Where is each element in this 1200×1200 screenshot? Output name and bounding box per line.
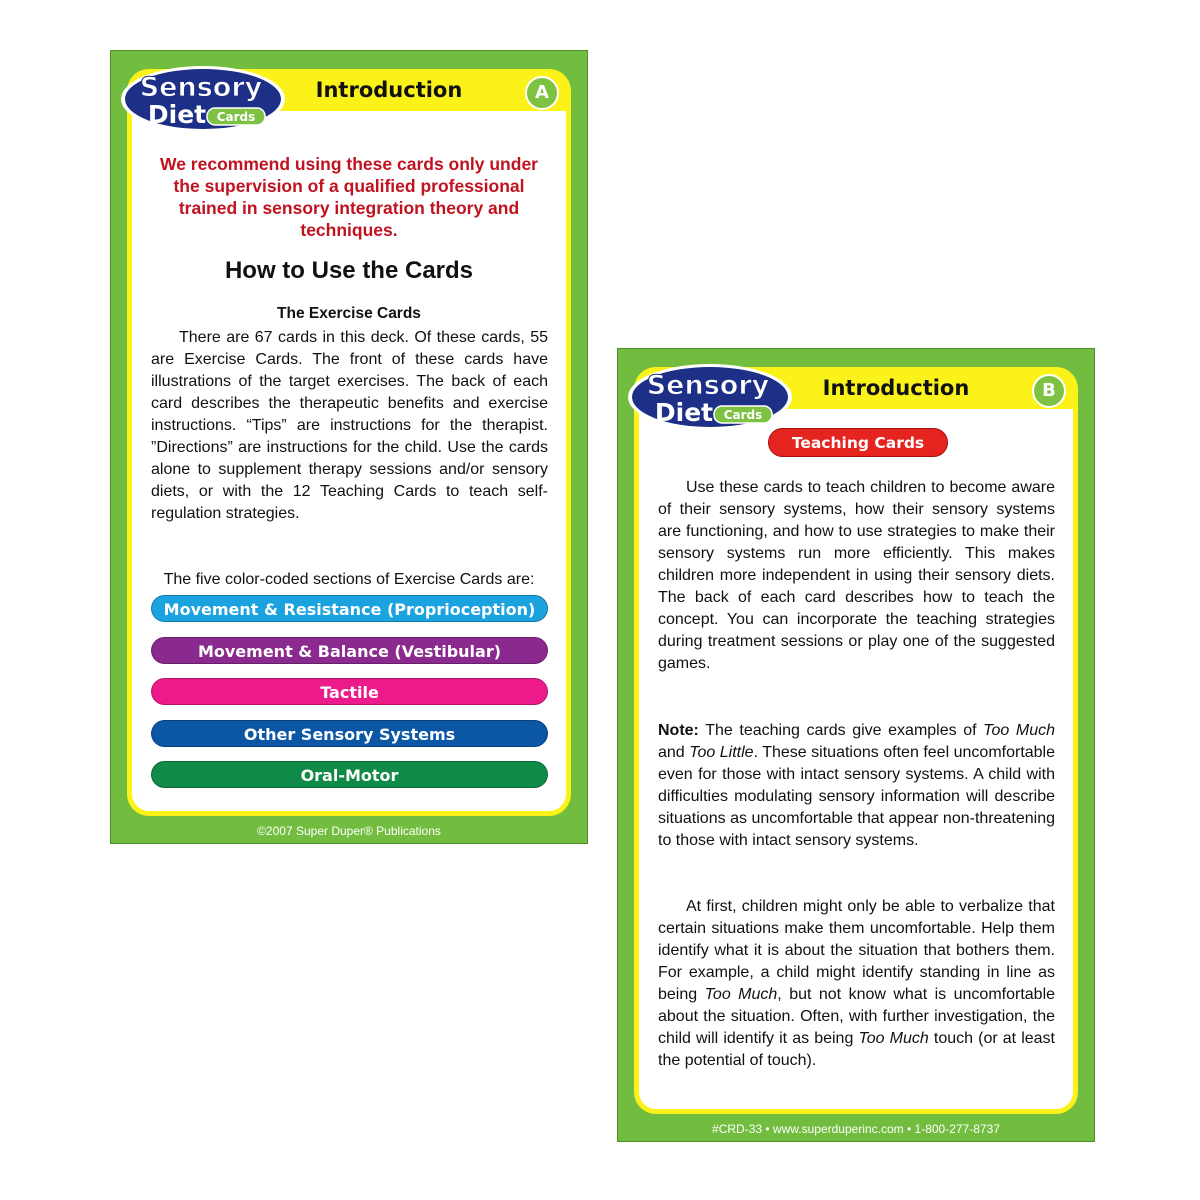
contact-footer: #CRD-33 • www.superduperinc.com • 1-800-277-8737 <box>712 1122 1000 1136</box>
svg-text:Diet: Diet <box>654 398 714 427</box>
card-b <box>617 348 1095 1142</box>
note-text: and <box>658 744 690 761</box>
first-steps-paragraph <box>658 896 1055 1072</box>
section-pill-tactile: Tactile <box>151 678 548 705</box>
paragraph-text: , but not know what is uncomfortable about the situation. Often, with further investigation, the child will identify it as being <box>658 986 1056 1047</box>
card-letter-badge: B <box>1032 374 1066 408</box>
exercise-cards-paragraph <box>151 327 548 525</box>
exercise-cards-paragraph-text: There are 67 cards in this deck. Of these cards, 55 are Exercise Cards. The front of these cards have illustrations of the target exercises. The back of each card describes the therapeutic benefits and exercise instructions. “Tips” are instructions for the therapist. ”Directions” are instructions for the child. Use the cards alone to supplement therapy sessions and/or sensory diets, or with the 12 Teaching Cards to teach self-regulation strategies. <box>151 329 548 522</box>
supervision-warning: We recommend using these cards only under the supervision of a qualified professional trained in sensory integration theory and techniques. <box>160 154 538 240</box>
sensory-diet-logo <box>119 63 289 133</box>
card-title: Introduction <box>822 376 970 400</box>
card-letter-badge: A <box>525 76 559 110</box>
how-to-use-heading: How to Use the Cards <box>224 257 474 284</box>
paragraph-emphasis: Too Much <box>704 986 778 1003</box>
paragraph-text: At first, children might only be able to verbalize that certain situations make them uncomfortable. Help them identify what it is about the situation that bothers them. For example, a child might identify standing in line as being <box>658 898 1055 1003</box>
card-title: Introduction <box>315 78 463 102</box>
svg-text:Cards: Cards <box>216 110 256 124</box>
teaching-paragraph <box>658 477 1055 675</box>
note-emphasis: Too Little <box>689 744 754 761</box>
sections-intro: The five color-coded sections of Exercise Cards are: <box>163 571 535 588</box>
svg-text:Sensory: Sensory <box>646 370 770 401</box>
note-text: The teaching cards give examples of <box>698 722 984 739</box>
svg-text:Diet: Diet <box>147 100 207 129</box>
note-emphasis: Too Much <box>983 722 1055 739</box>
card-panel <box>634 409 1078 1114</box>
note-paragraph <box>658 720 1055 852</box>
svg-text:Sensory: Sensory <box>139 72 263 103</box>
section-pill-other-sensory: Other Sensory Systems <box>151 720 548 747</box>
section-pill-vestibular: Movement & Balance (Vestibular) <box>151 637 548 664</box>
section-pill-oral-motor: Oral-Motor <box>151 761 548 788</box>
note-label: Note: <box>658 722 699 739</box>
card-a <box>110 50 588 844</box>
copyright-footer: ©2007 Super Duper® Publications <box>257 824 441 838</box>
teaching-cards-tag: Teaching Cards <box>768 428 948 457</box>
exercise-cards-subheading: The Exercise Cards <box>277 305 421 322</box>
paragraph-text: touch (or at least the potential of touch). <box>658 1030 1056 1069</box>
card-panel <box>127 111 571 816</box>
teaching-paragraph-text: Use these cards to teach children to become aware of their sensory systems, how their sensory systems are functioning, and how to use strategies to make their sensory systems run more efficiently. This makes children more independent in using their sensory diets. The back of each card describes how to teach the concept. You can incorporate the teaching strategies during treatment sessions or play one of the suggested games. <box>658 479 1055 672</box>
sensory-diet-logo <box>626 361 796 431</box>
note-text: . These situations often feel uncomfortable even for those with intact sensory systems. A child with difficulties modulating sensory information will describe situations as uncomfortable that appear non-threatening to those with intact sensory systems. <box>658 744 1056 849</box>
svg-text:Cards: Cards <box>723 408 763 422</box>
section-pill-proprioception: Movement & Resistance (Proprioception) <box>151 595 548 622</box>
paragraph-emphasis: Too Much <box>858 1030 929 1047</box>
